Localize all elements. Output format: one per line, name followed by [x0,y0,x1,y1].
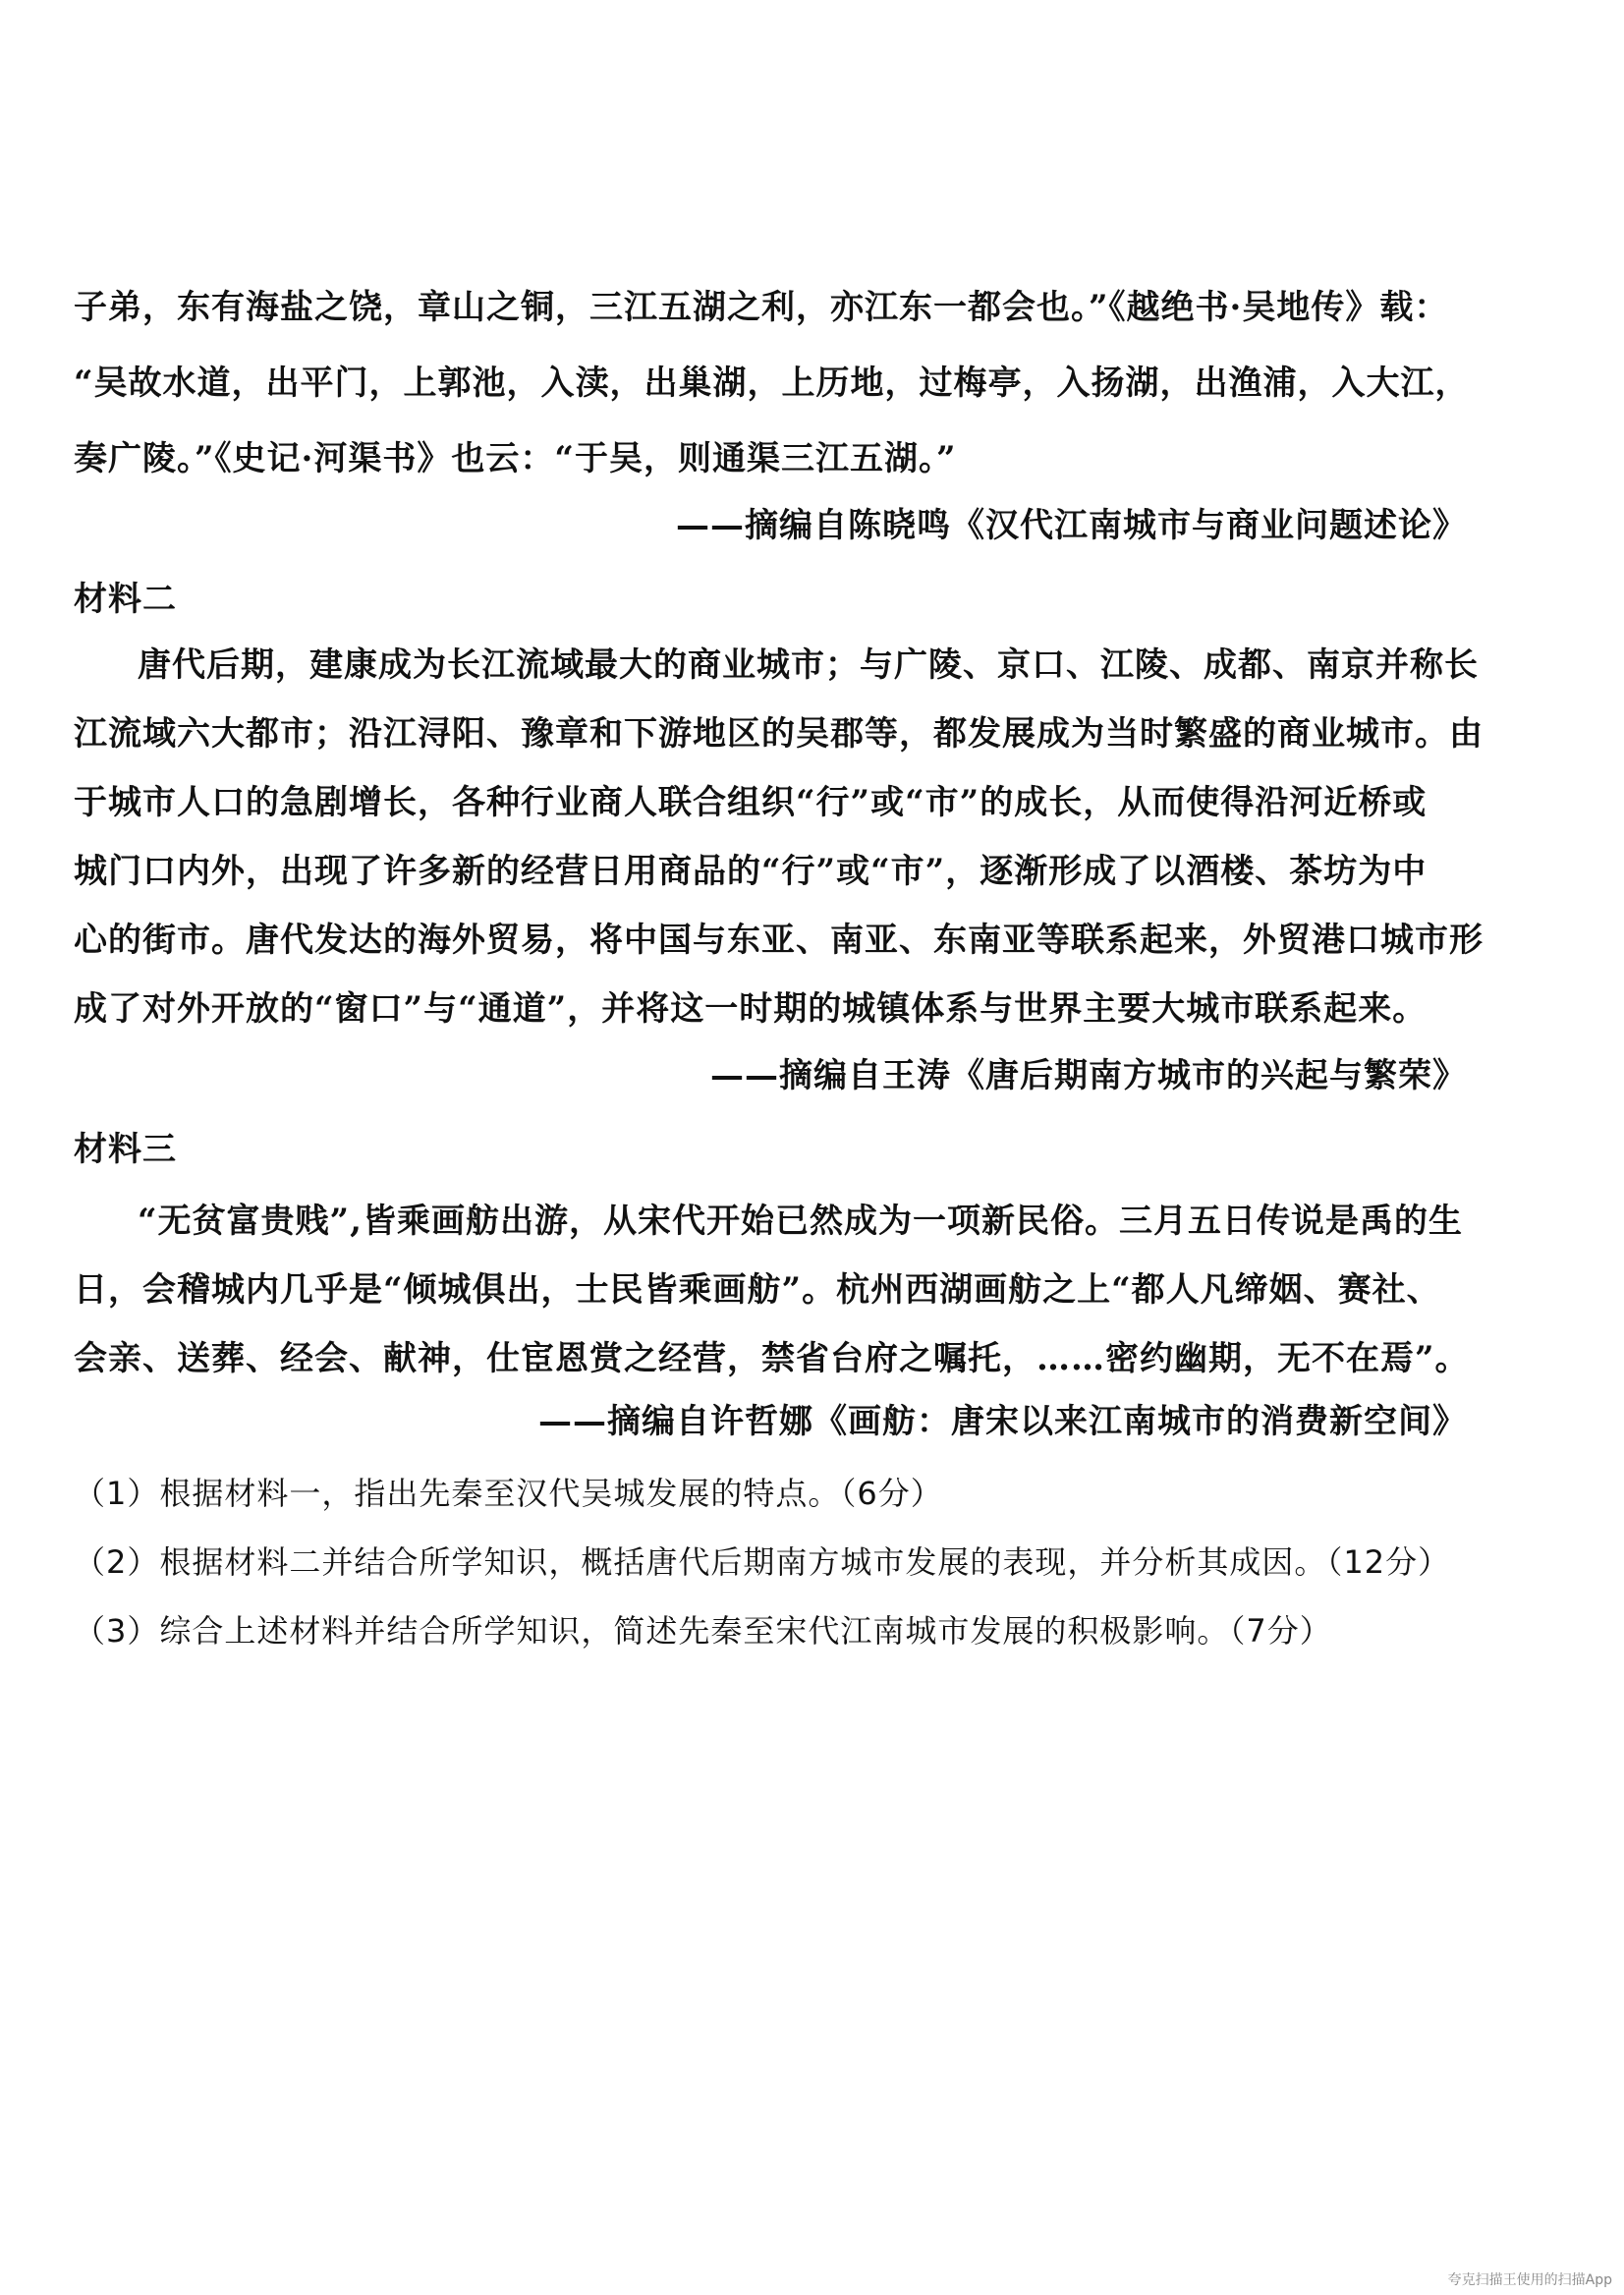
material3-line-1: “无贫富贵贱”,皆乘画舫出游，从宋代开始已然成为一项新民俗。三月五日传说是禹的生 [138,1202,1463,1241]
question-1: （1）根据材料一，指出先秦至汉代吴城发展的特点。（6分） [74,1475,943,1512]
material2-line-1: 唐代后期，建康成为长江流域最大的商业城市；与广陵、京口、江陵、成都、南京并称长 [138,645,1479,685]
material2-source: ——摘编自王涛《唐后期南方城市的兴起与繁荣》 [710,1056,1467,1095]
question-2: （2）根据材料二并结合所学知识，概括唐代后期南方城市发展的表现，并分析其成因。（12分） [74,1543,1451,1581]
question-3: （3）综合上述材料并结合所学知识，简述先秦至宋代江南城市发展的积极影响。（7分） [74,1612,1332,1650]
material3-line-3: 会亲、送葬、经会、献神，仕宦恩赏之经营，禁省台府之嘱托，……密约幽期，无不在焉”。 [74,1339,1470,1378]
material2-line-3: 于城市人口的急剧增长，各种行业商人联合组织“行”或“市”的成长，从而使得沿河近桥或 [74,783,1428,822]
material1-line-3: 奏广陵。”《史记·河渠书》也云：“于吴，则通渠三江五湖。” [74,439,957,478]
material2-line-4: 城门口内外，出现了许多新的经营日用商品的“行”或“市”，逐渐形成了以酒楼、茶坊为中 [74,852,1428,891]
material2-line-5: 心的街市。唐代发达的海外贸易，将中国与东亚、南亚、东南亚等联系起来，外贸港口城市形 [74,921,1484,960]
material3-line-2: 日，会稽城内几乎是“倾城俱出，士民皆乘画舫”。杭州西湖画舫之上“都人凡缔姻、赛社、 [74,1270,1441,1310]
material3-source: ——摘编自许哲娜《画舫：唐宋以来江南城市的消费新空间》 [538,1402,1467,1441]
material1-line-2: “吴故水道，出平门，上郭池，入渎，出巢湖，上历地，过梅亭，入扬湖，出渔浦，入大江， [74,364,1470,403]
material2-line-2: 江流域六大都市；沿江浔阳、豫章和下游地区的吴郡等，都发展成为当时繁盛的商业城市。由 [74,714,1484,754]
material3-heading: 材料三 [74,1130,177,1169]
material2-line-6: 成了对外开放的“窗口”与“通道”，并将这一时期的城镇体系与世界主要大城市联系起来。 [74,989,1428,1029]
material2-heading: 材料二 [74,580,177,619]
material1-line-1: 子弟，东有海盐之饶，章山之铜，三江五湖之利，亦江东一都会也。”《越绝书·吴地传》载： [74,288,1449,327]
material1-source: ——摘编自陈晓鸣《汉代江南城市与商业问题述论》 [676,506,1467,545]
scanner-footer-text: 夸克扫描王使用的扫描App [1447,2272,1612,2288]
